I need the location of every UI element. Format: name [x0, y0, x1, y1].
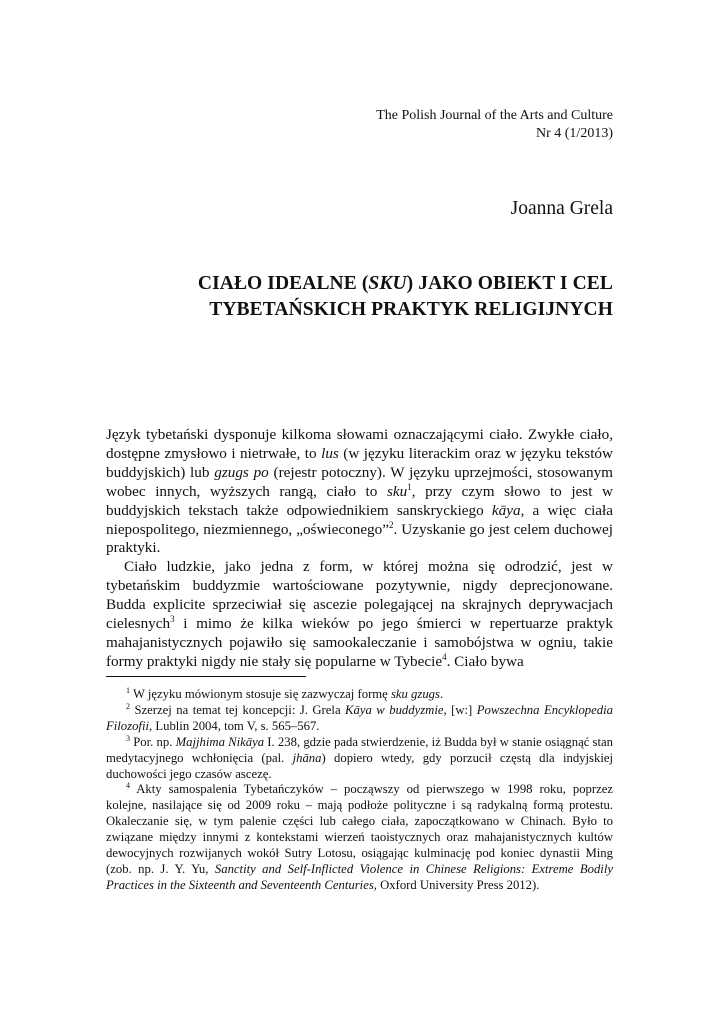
article-title [198, 271, 613, 323]
footnote-separator [106, 676, 306, 677]
author-name: Joanna Grela [510, 198, 613, 219]
footnote-ref-2[interactable]: 2 [389, 519, 394, 530]
footnote-ref-1[interactable]: 1 [407, 481, 412, 492]
footnote-ref-4[interactable]: 4 [442, 651, 447, 662]
footnote-4: $^4$ Akty samospalenia Tybetańczyków – począwszy od pierwszego w 1998 roku, poprzez kolejne, nasilające się od 2009 roku – mają podłoże polityczne i są radykalną formą protestu. Okaleczanie się, w tym palenie części lub całego ciała, zapoczątkowano w Chinach. Było to związane między innymi z kontekstami wierzeń taoistycznych oraz mahajanistycznych kultów dewocyjnych rozwijanych wokół Sutry Lotosu, osiągając kulminację pod koniec dynastii Ming (zob. np. J. Y. Yu, Sanctity and Self-Inflicted Violence in Chinese Religions: Extreme Bodily Practices in the Sixteenth and Seventeenth Centuries, Oxford University Press 2012). [106, 781, 613, 892]
issue-number: Nr 4 (1/2013) [536, 126, 613, 141]
footnote-3: $^3$ Por. np. Majjhima Nikāya I. 238, gdzie pada stwierdzenie, iż Budda był w stanie osiągnąć stan medytacyjnego wchłonięcia (pal. jhāna) dopiero wtedy, gdy porzucił częstą dla indyjskiej duchowości jego czasów ascezę. [106, 733, 613, 781]
paragraph-1: Język tybetański dysponuje kilkoma słowami oznaczającymi ciało. Zwykłe ciało, dostępne zmysłowo i nietrwałe, to lus (w języku literackim oraz w języku tekstów buddyjskich) lub gzugs po (rejestr potoczny). W języku uprzejmości, stosowanym wobec innych, wyższych rangą, ciało to sku$^1$, przy czym słowo to jest w buddyjskich tekstach także odpowiednikiem sanskryckiego kāya, a więc ciała niepospolitego, niezmiennego, „oświeconego”$^2$. Uzyskanie go jest celem duchowej praktyki. [106, 426, 614, 557]
footnote-1: $^1$ W języku mówionym stosuje się zazwyczaj formę sku gzugs. [126, 686, 444, 701]
journal-name: The Polish Journal of the Arts and Culture [376, 108, 613, 123]
running-header [376, 107, 613, 143]
paragraph-2: Ciało ludzkie, jako jedna z form, w której można się odrodzić, jest w tybetańskim buddyzmie wartościowane pozytywnie, nigdy deprecjonowane. Budda explicite sprzeciwiał się ascezie polegającej na skrajnych deprywacjach cielesnych$^3$ i mimo że kilka wieków po jego śmierci w repertuarze praktyk mahajanistycznych pojawiło się samookaleczanie i samobójstwa w ogniu, takie formy praktyki nigdy nie stały się popularne w Tybecie$^4$. Ciało bywa [106, 558, 613, 670]
footnote-ref-3[interactable]: 3 [170, 614, 175, 625]
body-text [106, 426, 613, 672]
footnotes [106, 687, 613, 894]
footnote-2: $^2$ Szerzej na temat tej koncepcji: J. Grela Kāya w buddyzmie, [w:] Powszechna Encyklopedia Filozofii, Lublin 2004, tom V, s. 565–567. [106, 701, 613, 733]
title-line-1: CIAŁO IDEALNE (SKU) JAKO OBIEKT I CEL [197, 273, 613, 294]
title-line-2: TYBETAŃSKICH PRAKTYK RELIGIJNYCH [209, 299, 613, 320]
